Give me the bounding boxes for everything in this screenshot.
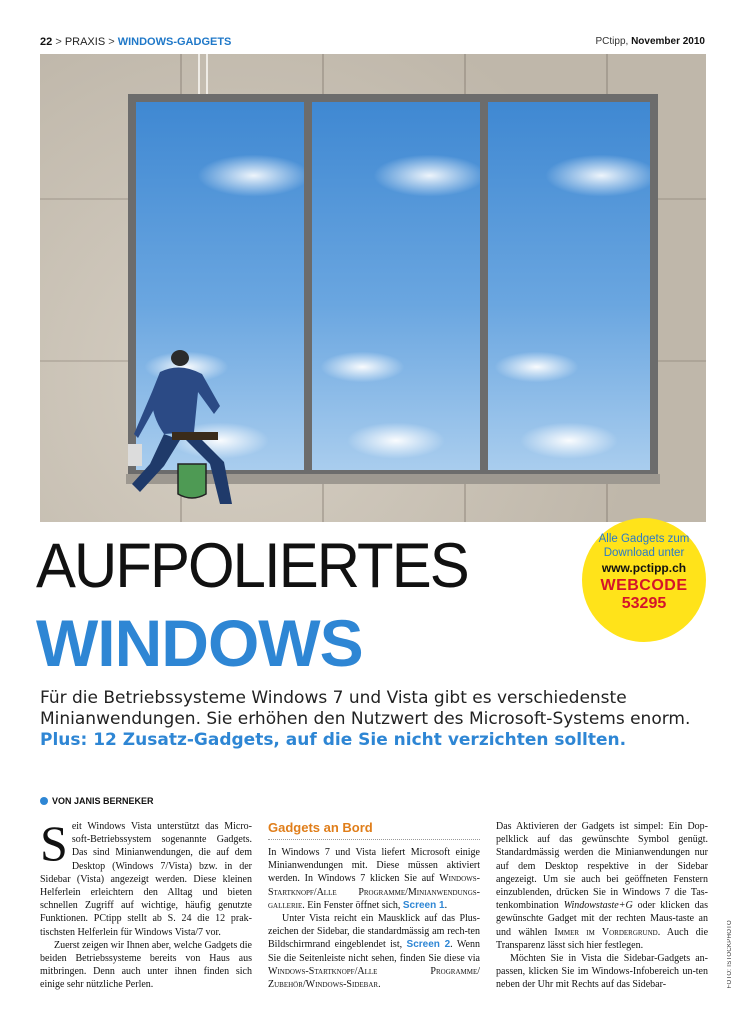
- badge-line: Alle Gadgets zum: [598, 533, 690, 545]
- webcode-label: WEBCODE: [600, 577, 688, 594]
- issue-info: [595, 36, 705, 47]
- lead-text: Für die Betriebssysteme Windows 7 und Vista gibt es verschiedenste Minianwendungen. Sie erhöhen den Nutzwert des Microsoft-Systems enorm.: [40, 688, 691, 729]
- body-text: .: [444, 899, 448, 911]
- body-paragraph: Möchten Sie in Vista die Sidebar-Gadgets an-passen, klicken Sie im Windows-Infobereich un-ten neben der Uhr mit Rechts auf das Sidebar-: [496, 953, 708, 991]
- issue-date: November 2010: [631, 36, 705, 47]
- screen-reference: Screen 1: [402, 899, 445, 911]
- lead-plus: Plus: 12 Zusatz-Gadgets, auf die Sie nicht verzichten sollten.: [40, 730, 627, 750]
- author-name: VON JANIS BERNEKER: [52, 796, 154, 806]
- article-column-3: [496, 820, 708, 992]
- body-paragraph: [268, 846, 480, 912]
- badge-line: Download unter: [603, 547, 685, 559]
- window-cleaner-figure: [120, 344, 280, 514]
- webcode-badge: [582, 518, 706, 642]
- breadcrumb-separator: >: [55, 36, 62, 48]
- page-header: [40, 36, 705, 54]
- magazine-name: PCtipp,: [595, 36, 629, 47]
- breadcrumb: [40, 36, 231, 48]
- body-text: oder klicken das gewünschte Gadget mit der rechten Maus-taste an und wählen: [496, 900, 708, 938]
- webcode-number: 53295: [621, 595, 667, 612]
- keyboard-shortcut: Windowstaste+G: [563, 900, 633, 912]
- body-text: In Windows 7 und Vista liefert Microsoft einige Minianwendungen mit. Diese müssen aktiviert werden. In Windows 7 klicken Sie auf: [268, 847, 480, 885]
- body-text: Unter Vista reicht ein Mausklick auf das Plus-zeichen der Sidebar, die standardmässig am rech-ten Bildschirmrand eingeblendet ist,: [268, 913, 480, 951]
- window-pane: [488, 102, 650, 470]
- section-label: PRAXIS: [64, 36, 106, 48]
- menu-path: Windows-Startknopf/Alle Programme/ Zubehör/Windows-Sidebar: [268, 965, 480, 991]
- byline: [40, 796, 154, 806]
- window-pane: [312, 102, 480, 470]
- screen-reference: Screen 2: [406, 939, 451, 951]
- headline-line2: WINDOWS: [36, 606, 363, 680]
- subheading: Gadgets an Bord: [268, 820, 480, 840]
- body-paragraph: Zuerst zeigen wir Ihnen aber, welche Gadgets die beiden Betriebssysteme bereits von Haus aus mitbringen. Denn auch unter ihnen finden sich einige sehr nützliche Perlen.: [40, 939, 252, 991]
- article-column-1: [40, 815, 252, 992]
- photo-credit: FOTO: ISTOCKPHOTO: [727, 920, 733, 989]
- bullet-icon: [40, 797, 48, 805]
- body-text: .: [378, 979, 381, 991]
- body-text: Das Aktivieren der Gadgets ist simpel: Ein Dop-pelklick auf das gewünschte Symbol genügt. Standardmässig werden die Minianwendungen nur auf dem Desktop respektive in der Sidebar angezeigt. Um sie auch bei geöffneten Fenstern einzublenden, drücken Sie in Windows 7 die Tas-tenkombination: [496, 821, 708, 912]
- body-paragraph: eit Windows Vista unterstützt das Micro-soft-Betriebssystem sogenannte Gadgets. Das sind Minianwendungen, die auf dem Desktop (Windows 7/Vista) bzw. in der Sidebar (Vista) angezeigt werden. Diese kleinen Helferlein erleichtern den Alltag und bieten schnellen Zugriff auf wichtige, häufig genutzte Funktionen. PCtipp stellt ab S. 24 die 12 prak-tischsten Helferlein für Windows Vista/7 vor.: [40, 821, 252, 938]
- badge-url[interactable]: www.pctipp.ch: [601, 561, 687, 575]
- body-text: . Wenn Sie die Seitenleiste nicht sehen, finden Sie diese via: [268, 939, 480, 964]
- breadcrumb-separator: >: [108, 36, 115, 48]
- drop-cap: S: [40, 815, 68, 871]
- lead-paragraph: [40, 688, 700, 751]
- body-paragraph: [496, 820, 708, 952]
- body-text: . Auch die Transparenz lässt sich hier festlegen.: [496, 926, 709, 951]
- body-paragraph: [268, 912, 480, 991]
- subsection-label: WINDOWS-GADGETS: [117, 36, 232, 48]
- page-number: 22: [40, 36, 53, 48]
- menu-path: Immer im Vordergrund: [554, 926, 658, 938]
- menu-path: Windows-Startknopf/Alle Programme/Minianwendungs-gallerie: [268, 873, 480, 911]
- article-column-2: [268, 820, 480, 991]
- hero-photo: [40, 54, 706, 522]
- body-text: . Ein Fenster öffnet sich,: [302, 899, 401, 911]
- headline-line1: AUFPOLIERTES: [36, 531, 468, 601]
